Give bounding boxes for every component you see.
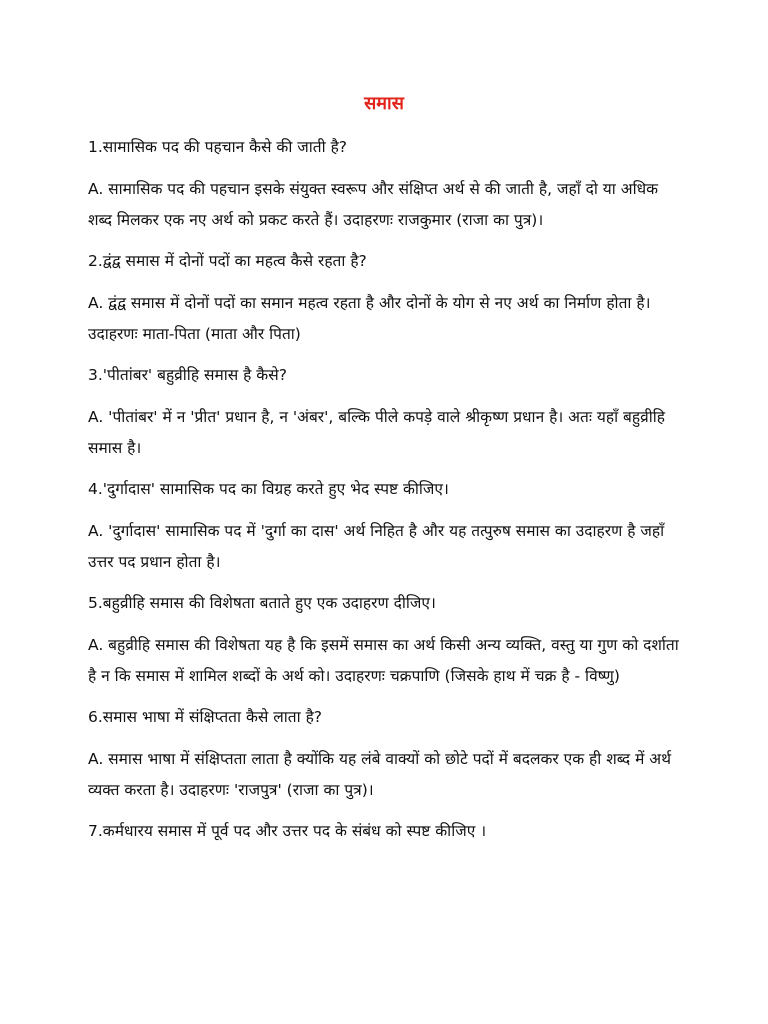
question-2: 2.द्वंद्व समास में दोनों पदों का महत्व कैसे रहता है? — [88, 252, 367, 270]
qa-item-7 — [88, 818, 680, 844]
page-title: समास — [364, 93, 404, 114]
answer-6: A. समास भाषा में संक्षिप्तता लाता है क्योंकि यह लंबे वाक्यों को छोटे पदों में बदलकर एक ही शब्द में अर्थ व्यक्त करता है। उदाहरणः 'राजपुत्र' (राजा का पुत्र)। — [88, 750, 672, 799]
question-7: 7.कर्मधारय समास में पूर्व पद और उत्तर पद के संबंध को स्पष्ट कीजिए । — [88, 822, 487, 840]
answer-2: A. द्वंद्व समास में दोनों पदों का समान महत्व रहता है और दोनों के योग से नए अर्थ का निर्माण होता है। उदाहरणः माता-पिता (माता और पिता) — [88, 294, 651, 343]
qa-item-3 — [88, 362, 680, 464]
question-1: 1.सामासिक पद की पहचान कैसे की जाती है? — [88, 138, 348, 156]
qa-item-5 — [88, 590, 680, 692]
qa-item-6 — [88, 704, 680, 806]
answer-4: A. 'दुर्गादास' सामासिक पद में 'दुर्गा का दास' अर्थ निहित है और यह तत्पुरुष समास का उदाहरण है जहाँ उत्तर पद प्रधान होता है। — [88, 522, 665, 571]
question-3: 3.'पीतांबर' बहुव्रीहि समास है कैसे? — [88, 366, 287, 384]
qa-item-1 — [88, 134, 680, 236]
answer-5: A. बहुव्रीहि समास की विशेषता यह है कि इसमें समास का अर्थ किसी अन्य व्यक्ति, वस्तु या गुण को दर्शाता है न कि समास में शामिल शब्दों के अर्थ को। उदाहरणः चक्रपाणि (जिसके हाथ में चक्र है - विष्णु) — [88, 636, 679, 685]
question-6: 6.समास भाषा में संक्षिप्तता कैसे लाता है? — [88, 708, 323, 726]
question-4: 4.'दुर्गादास' सामासिक पद का विग्रह करते हुए भेद स्पष्ट कीजिए। — [88, 480, 449, 498]
answer-1: A. सामासिक पद की पहचान इसके संयुक्त स्वरूप और संक्षिप्त अर्थ से की जाती है, जहाँ दो या अधिक शब्द मिलकर एक नए अर्थ को प्रकट करते हैं। उदाहरणः राजकुमार (राजा का पुत्र)। — [88, 180, 659, 229]
qa-item-4 — [88, 476, 680, 578]
answer-3: A. 'पीतांबर' में न 'प्रीत' प्रधान है, न 'अंबर', बल्कि पीले कपड़े वाले श्रीकृष्ण प्रधान है। अतः यहाँ बहुव्रीहि समास है। — [88, 408, 665, 457]
question-5: 5.बहुव्रीहि समास की विशेषता बताते हुए एक उदाहरण दीजिए। — [88, 594, 436, 612]
qa-item-2 — [88, 248, 680, 350]
